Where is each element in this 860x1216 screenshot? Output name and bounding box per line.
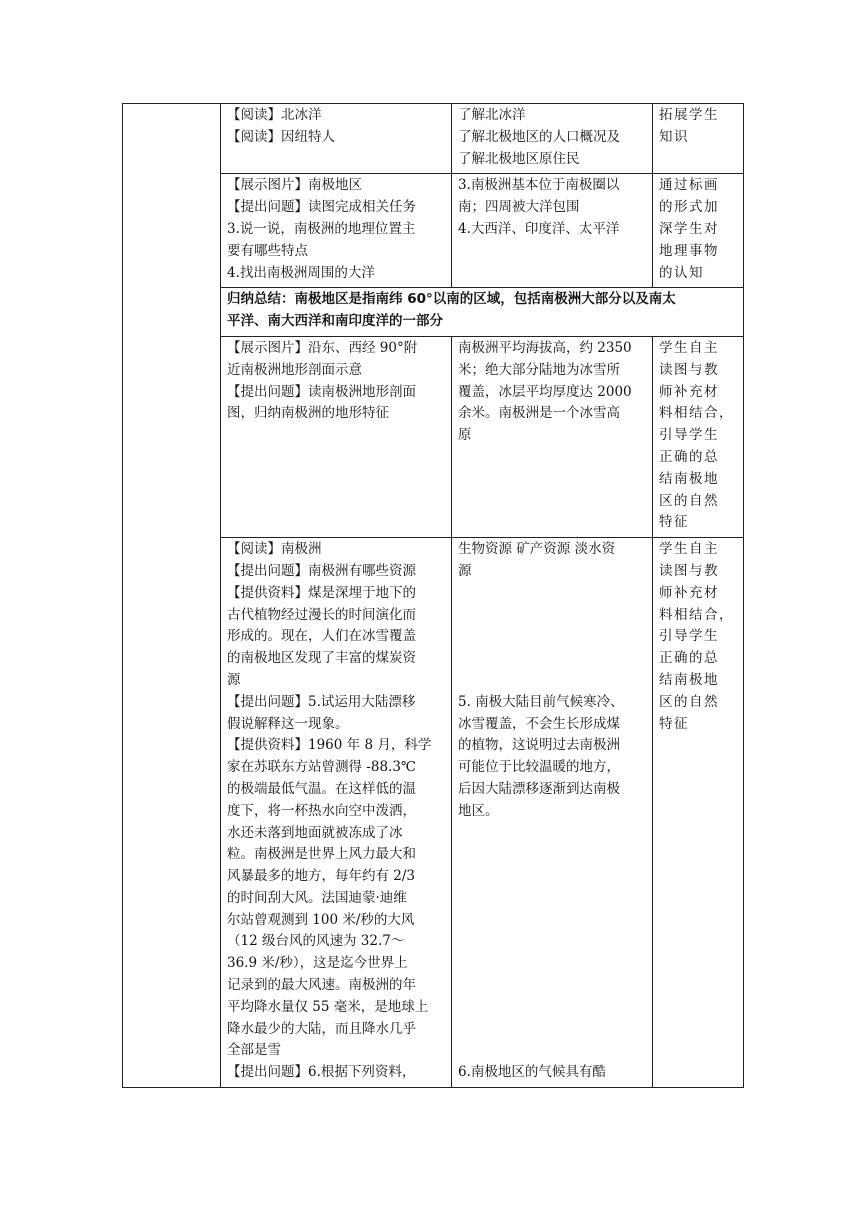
lesson-plan-table [122, 103, 744, 1088]
activity-cell: 【展示图片】南极地区 【提出问题】读图完成相关任务 3.说一说，南极洲的地理位置主 要有哪些特点 4.找出南极洲周围的大洋 [221, 174, 452, 288]
table-row [123, 104, 744, 174]
activity-cell: 【阅读】北冰洋 【阅读】因纽特人 [221, 104, 452, 174]
activity-cell: 【阅读】南极洲 【提出问题】南极洲有哪些资源 【提供资料】煤是深埋于地下的 古代植物经过漫长的时间演化而 形成的。现在，人们在冰雪覆盖 的南极地区发现了丰富的煤炭资 源 【提出问题】5.试运用大陆漂移 假说解释这一现象。 【提供资料】1960 年 8 月，科学 家在苏联东方站曾测得 -88.3℃ 的极端最低气温。在这样低的温 度下，将一杯热水向空中泼洒， 水还未落到地面就被冻成了冰 粒。南极洲是世界上风力最大和 风暴最多的地方，每年约有 2/3 的时间刮大风。法国迪蒙·迪维 尔站曾观测到 100 米/秒的大风 （12 级台风的风速为 32.7～ 36.9 米/秒），这是迄今世界上 记录到的最大风速。南极洲的年 平均降水量仅 55 毫米，是地球上 降水最少的大陆，而且降水几乎 全部是雪 【提出问题】6.根据下列资料， [221, 538, 452, 1088]
content-cell: 3.南极洲基本位于南极圈以 南；四周被大洋包围 4.大西洋、印度洋、太平洋 [452, 174, 653, 288]
stage-column-cell [123, 104, 221, 1088]
content-cell: 生物资源 矿产资源 淡水资 源 5. 南极大陆目前气候寒冷、 冰雪覆盖，不会生长形成煤 的植物，这说明过去南极洲 可能位于比较温暖的地方， 后因大陆漂移逐渐到达南极 地区。 6.南极地区的气候具有酷 [452, 538, 653, 1088]
content-cell: 了解北冰洋 了解北极地区的人口概况及 了解北极地区原住民 [452, 104, 653, 174]
activity-cell: 【展示图片】沿东、西经 90°附 近南极洲地形剖面示意 【提出问题】读南极洲地形剖面 图，归纳南极洲的地形特征 [221, 336, 452, 537]
summary-cell: 归纳总结：南极地区是指南纬 60°以南的区域，包括南极洲大部分以及南太 平洋、南大西洋和南印度洋的一部分 [221, 288, 744, 337]
content-cell: 南极洲平均海拔高，约 2350 米；绝大部分陆地为冰雪所 覆盖，冰层平均厚度达 2000 余米。南极洲是一个冰雪高 原 [452, 336, 653, 537]
note-cell: 学生自主 读图与教 师补充材 料相结合， 引导学生 正确的总 结南极地 区的自然 特征 [653, 538, 744, 1088]
note-cell: 拓展学生 知识 [653, 104, 744, 174]
note-cell: 学生自主 读图与教 师补充材 料相结合， 引导学生 正确的总 结南极地 区的自然 特征 [653, 336, 744, 537]
note-cell: 通过标画 的形式加 深学生对 地理事物 的认知 [653, 174, 744, 288]
